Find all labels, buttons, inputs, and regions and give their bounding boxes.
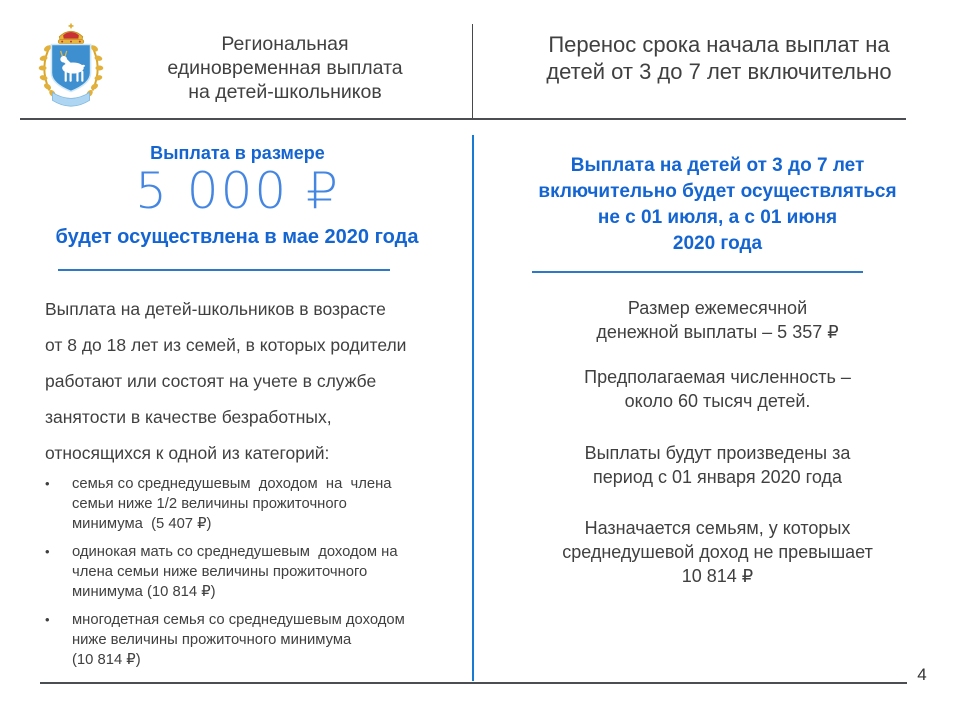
slide-title-right	[488, 31, 950, 85]
header-vertical-divider	[472, 24, 473, 118]
info-item-income-threshold: Назначается семьям, у которых среднедушевой доход не превышает 10 814 ₽	[562, 518, 873, 586]
ribbon	[52, 92, 89, 106]
footer-divider	[40, 682, 907, 684]
right-column-heading	[490, 153, 945, 257]
slide-title-left	[112, 32, 458, 104]
column-divider	[472, 135, 474, 681]
heading-line: Выплата на детей от 3 до 7 лет	[570, 155, 865, 176]
page-number: 4	[917, 665, 927, 684]
info-item-children-count: Предполагаемая численность – около 60 тысяч детей.	[584, 367, 851, 411]
right-underline	[532, 271, 863, 273]
crown	[58, 23, 83, 43]
eligibility-paragraph	[45, 291, 465, 471]
heading-line: не с 01 июля, а с 01 июня	[597, 207, 838, 228]
bullet-marker: •	[45, 612, 50, 627]
title-line: единовременная выплата	[167, 57, 403, 79]
payment-date-text: будет осуществлена в мае 2020 года	[55, 226, 419, 248]
payment-amount: 5 000 ₽	[135, 162, 340, 220]
left-underline	[58, 269, 390, 271]
list-item	[45, 542, 450, 602]
bullet-marker: •	[45, 544, 50, 559]
bullet-marker: •	[45, 476, 50, 491]
heading-line: включительно будет осуществляться	[538, 181, 897, 202]
title-line: Региональная	[221, 33, 349, 55]
info-item-monthly-amount: Размер ежемесячной денежной выплаты – 5 357 ₽	[596, 298, 839, 342]
bullet-text: одинокая мать со среднедушевым доходом на члена семьи ниже величины прожиточного минимума (10 814 ₽)	[72, 544, 398, 600]
category-bullet-list	[45, 474, 450, 678]
payment-lead-text: Выплата в размере	[150, 143, 325, 163]
list-item	[45, 610, 450, 670]
paragraph-line: от 8 до 18 лет из семей, в которых родители	[45, 335, 407, 355]
heading-line: 2020 года	[672, 233, 763, 254]
paragraph-line: занятости в качестве безработных,	[45, 407, 332, 427]
bullet-text: семья со среднедушевым доходом на члена семьи ниже 1/2 величины прожиточного минимума (5 407 ₽)	[72, 476, 392, 532]
list-item	[45, 474, 450, 534]
paragraph-line: работают или состоят на учете в службе	[45, 371, 377, 391]
title-line: на детей-школьников	[188, 81, 382, 103]
title-line: Перенос срока начала выплат на	[548, 32, 890, 57]
paragraph-line: относящихся к одной из категорий:	[45, 443, 330, 463]
info-item-payment-period: Выплаты будут произведены за период с 01 января 2020 года	[584, 443, 851, 487]
bullet-text: многодетная семья со среднедушевым доходом ниже величины прожиточного минимума (10 814 ₽)	[72, 612, 405, 668]
header-horizontal-divider	[20, 118, 906, 120]
title-line: детей от 3 до 7 лет включительно	[546, 59, 892, 84]
samara-coat-of-arms-icon	[36, 22, 106, 114]
paragraph-line: Выплата на детей-школьников в возрасте	[45, 299, 386, 319]
